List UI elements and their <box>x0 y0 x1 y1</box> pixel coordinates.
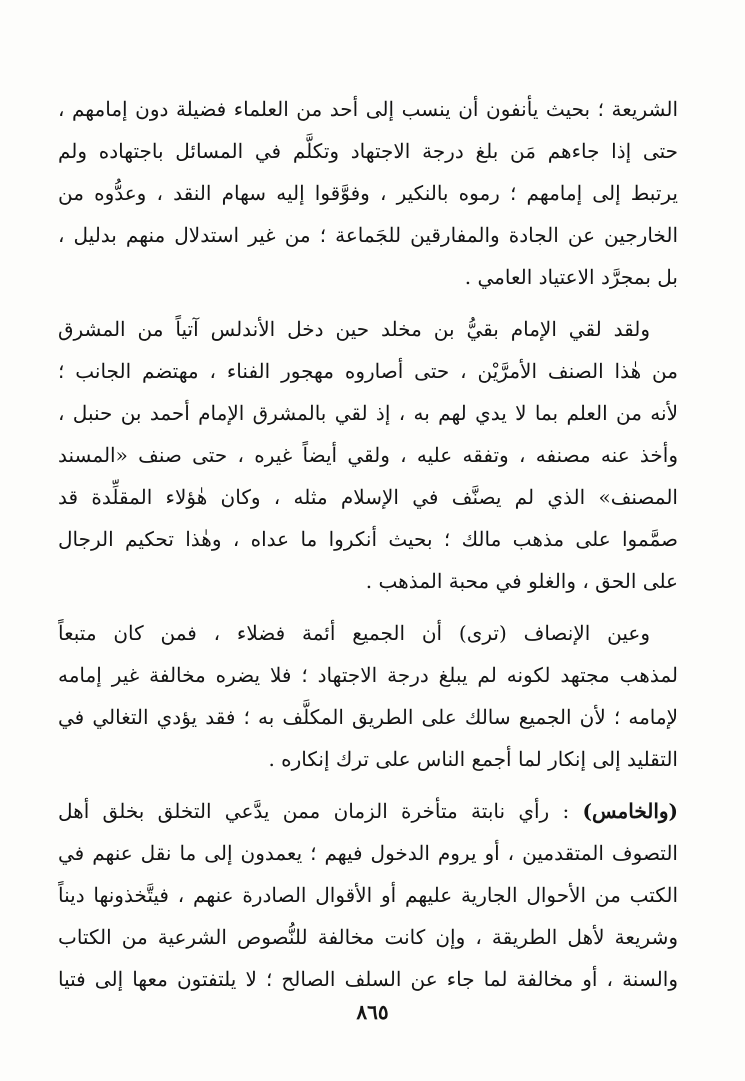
text-line: وشريعة لأهل الطريقة ، وإن كانت مخالفة للنُّصوص الشرعية من الكتاب <box>58 925 678 949</box>
text-line: وأخذ عنه مصنفه ، وتفقه عليه ، ولقي أيضاً غيره ، حتى صنف «المسند <box>58 443 678 467</box>
text-line <box>58 790 678 832</box>
paragraph-gap <box>58 602 678 612</box>
text-line: حتى إذا جاءهم مَن بلغ درجة الاجتهاد وتكلَّم في المسائل باجتهاده ولم <box>58 139 678 163</box>
text-line: لمذهب مجتهد لكونه لم يبلغ درجة الاجتهاد ؛ فلا يضره مخالفة غير إمامه <box>58 663 678 687</box>
text-line: الخارجين عن الجادة والمفارقين للجَماعة ؛ من غير استدلال منهم بدليل ، <box>58 223 678 247</box>
page-body <box>58 88 678 1000</box>
text-line: التصوف المتقدمين ، أو يروم الدخول فيهم ؛ يعمدون إلى ما نقل عنهم في <box>58 841 678 865</box>
text-line: التقليد إلى إنكار لما أجمع الناس على ترك إنكاره . <box>268 747 678 771</box>
text-line: صمَّموا على مذهب مالك ؛ بحيث أنكروا ما عداه ، وهٰذا تحكيم الرجال <box>58 527 678 551</box>
text-line: على الحق ، والغلو في محبة المذهب . <box>365 569 678 593</box>
paragraph-1 <box>58 88 678 298</box>
line-text: : رأي نابتة متأخرة الزمان ممن يدَّعي التخلق بخلق أهل <box>58 799 570 823</box>
paragraph-gap <box>58 780 678 790</box>
text-line: لإمامه ؛ لأن الجميع سالك على الطريق المكلَّف به ؛ فقد يؤدي التغالي في <box>58 705 678 729</box>
page-number: ٨٦٥ <box>356 1000 389 1024</box>
paragraph-2 <box>58 308 678 602</box>
text-line: لأنه من العلم بما لا يدي لهم به ، إذ لقي بالمشرق الإمام أحمد بن حنبل ، <box>58 401 678 425</box>
text-line: وعين الإنصاف (ترى) أن الجميع أئمة فضلاء ، فمن كان متبعاً <box>58 621 650 645</box>
text-line: الكتب من الأحوال الجارية عليهم أو الأقوال الصادرة عنهم ، فيتَّخذونها ديناً <box>58 883 678 907</box>
text-line: من هٰذا الصنف الأمرَّيْن ، حتى أصاروه مهجور الفناء ، مهتضم الجانب ؛ <box>58 359 678 383</box>
text-line: بل بمجرَّد الاعتياد العامي . <box>464 265 678 289</box>
text-line: الشريعة ؛ بحيث يأنفون أن ينسب إلى أحد من العلماء فضيلة دون إمامهم ، <box>58 97 678 121</box>
text-line: ولقد لقي الإمام بقيُّ بن مخلد حين دخل الأندلس آتياً من المشرق <box>58 317 650 341</box>
paragraph-gap <box>58 298 678 308</box>
paragraph-4 <box>58 790 678 1000</box>
text-line: والسنة ، أو مخالفة لما جاء عن السلف الصالح ؛ لا يلتفتون معها إلى فتيا <box>58 967 678 991</box>
paragraph-3 <box>58 612 678 780</box>
text-line: المصنف» الذي لم يصنَّف في الإسلام مثله ، وكان هٰؤلاء المقلِّدة قد <box>58 485 678 509</box>
text-line: يرتبط إلى إمامهم ؛ رموه بالنكير ، وفوَّقوا إليه سهام النقد ، وعدُّوه من <box>58 181 678 205</box>
section-lead: (والخامس) <box>582 799 678 823</box>
